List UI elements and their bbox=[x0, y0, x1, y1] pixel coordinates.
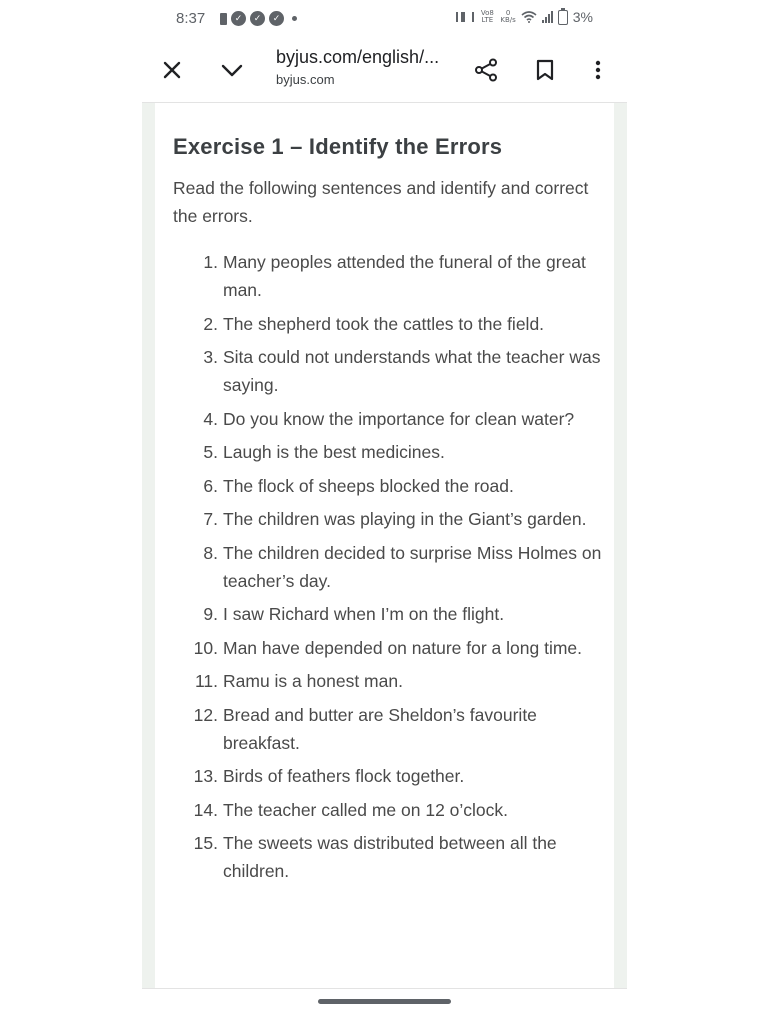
list-item bbox=[155, 405, 603, 433]
notification-icon: ✓ bbox=[250, 11, 265, 26]
list-item-text: Man have depended on nature for a long time. bbox=[223, 637, 582, 658]
list-item-text: Bread and butter are Sheldon’s favourite breakfast. bbox=[223, 704, 537, 753]
list-item bbox=[155, 505, 603, 533]
home-indicator[interactable] bbox=[318, 999, 451, 1004]
list-item-number: 14. bbox=[193, 799, 218, 820]
list-item-number: 5. bbox=[203, 442, 218, 462]
list-item bbox=[155, 762, 603, 790]
navigation-bar bbox=[142, 988, 627, 1025]
speed-unit: KB/s bbox=[500, 16, 516, 24]
system-icons bbox=[456, 9, 593, 25]
list-item-text: Ramu is a honest man. bbox=[223, 671, 403, 691]
notification-icon: ✓ bbox=[231, 11, 246, 26]
page-content[interactable] bbox=[142, 103, 627, 988]
list-item bbox=[155, 248, 603, 304]
list-item-text: Laugh is the best medicines. bbox=[223, 442, 445, 462]
exercise-intro: Read the following sentences and identify and correct the errors. bbox=[173, 178, 589, 226]
more-vert-icon bbox=[595, 60, 601, 80]
list-item-number: 2. bbox=[203, 313, 218, 334]
notification-icon: ✓ bbox=[269, 11, 284, 26]
speed-value: 0 bbox=[505, 9, 511, 17]
list-item-number: 1. bbox=[203, 252, 218, 272]
battery-percent: 3% bbox=[572, 9, 593, 25]
list-item-number: 15. bbox=[193, 833, 218, 853]
page-domain: byjus.com bbox=[276, 72, 335, 87]
list-item-text: The sweets was distributed between all the children. bbox=[223, 833, 557, 881]
exercise-heading: Exercise 1 – Identify the Errors bbox=[173, 134, 503, 159]
signal-icon bbox=[542, 11, 553, 23]
battery-icon bbox=[558, 10, 568, 25]
list-item-number: 12. bbox=[193, 704, 218, 725]
close-icon bbox=[163, 61, 181, 79]
list-item-number: 11. bbox=[194, 671, 218, 691]
list-item-number: 8. bbox=[203, 542, 218, 563]
list-item bbox=[155, 701, 603, 757]
browser-toolbar bbox=[142, 38, 627, 103]
list-item bbox=[155, 343, 603, 399]
wifi-icon bbox=[521, 11, 537, 23]
list-item bbox=[155, 667, 603, 695]
list-item bbox=[155, 539, 603, 595]
list-item-number: 9. bbox=[203, 604, 218, 624]
list-item-text: Birds of feathers flock together. bbox=[223, 766, 465, 786]
network-speed bbox=[500, 10, 515, 24]
status-time: 8:37 bbox=[176, 10, 206, 27]
phone-screen bbox=[142, 0, 627, 1024]
list-item bbox=[155, 829, 603, 885]
list-item-number: 7. bbox=[203, 509, 218, 529]
list-item-text: The teacher called me on 12 o’clock. bbox=[223, 799, 509, 820]
battery-saver-icon bbox=[220, 13, 227, 25]
share-icon bbox=[474, 58, 498, 82]
vibrate-icon bbox=[456, 12, 474, 22]
list-item-text: The children was playing in the Giant’s garden. bbox=[223, 509, 587, 529]
list-item-text: I saw Richard when I’m on the flight. bbox=[223, 604, 505, 624]
status-bar bbox=[142, 0, 627, 38]
list-item bbox=[155, 796, 603, 824]
list-item-text: The shepherd took the cattles to the field. bbox=[223, 313, 545, 334]
bookmark-icon bbox=[536, 59, 554, 81]
url-block[interactable] bbox=[276, 47, 456, 87]
list-item-text: The flock of sheeps blocked the road. bbox=[223, 475, 514, 496]
list-item bbox=[155, 472, 603, 500]
volte-indicator: Vo8 LTE bbox=[480, 9, 494, 24]
list-item-text: Sita could not understands what the teacher was saying. bbox=[223, 347, 601, 395]
list-item-number: 4. bbox=[203, 408, 218, 429]
more-dot-icon bbox=[292, 16, 297, 21]
list-item-number: 13. bbox=[193, 766, 218, 786]
notification-icons bbox=[220, 11, 297, 26]
list-item bbox=[155, 600, 603, 628]
list-item-number: 3. bbox=[203, 347, 218, 367]
bookmark-button[interactable] bbox=[529, 54, 561, 86]
list-item-number: 6. bbox=[203, 475, 218, 496]
page-url-title: byjus.com/english/... bbox=[276, 47, 440, 67]
list-item bbox=[155, 438, 603, 466]
exercise-list bbox=[155, 248, 614, 891]
share-button[interactable] bbox=[470, 54, 502, 86]
list-item-text: The children decided to surprise Miss Holmes on teacher’s day. bbox=[223, 542, 602, 591]
list-item-text: Do you know the importance for clean water? bbox=[223, 408, 575, 429]
more-menu-button[interactable] bbox=[582, 54, 614, 86]
chevron-down-icon bbox=[221, 63, 243, 77]
close-button[interactable] bbox=[156, 54, 188, 86]
list-item-text: Many peoples attended the funeral of the great man. bbox=[223, 252, 586, 300]
list-item bbox=[155, 310, 603, 338]
article-card bbox=[155, 103, 614, 988]
list-item bbox=[155, 634, 603, 662]
collapse-button[interactable] bbox=[216, 54, 248, 86]
list-item-number: 10. bbox=[193, 637, 218, 658]
